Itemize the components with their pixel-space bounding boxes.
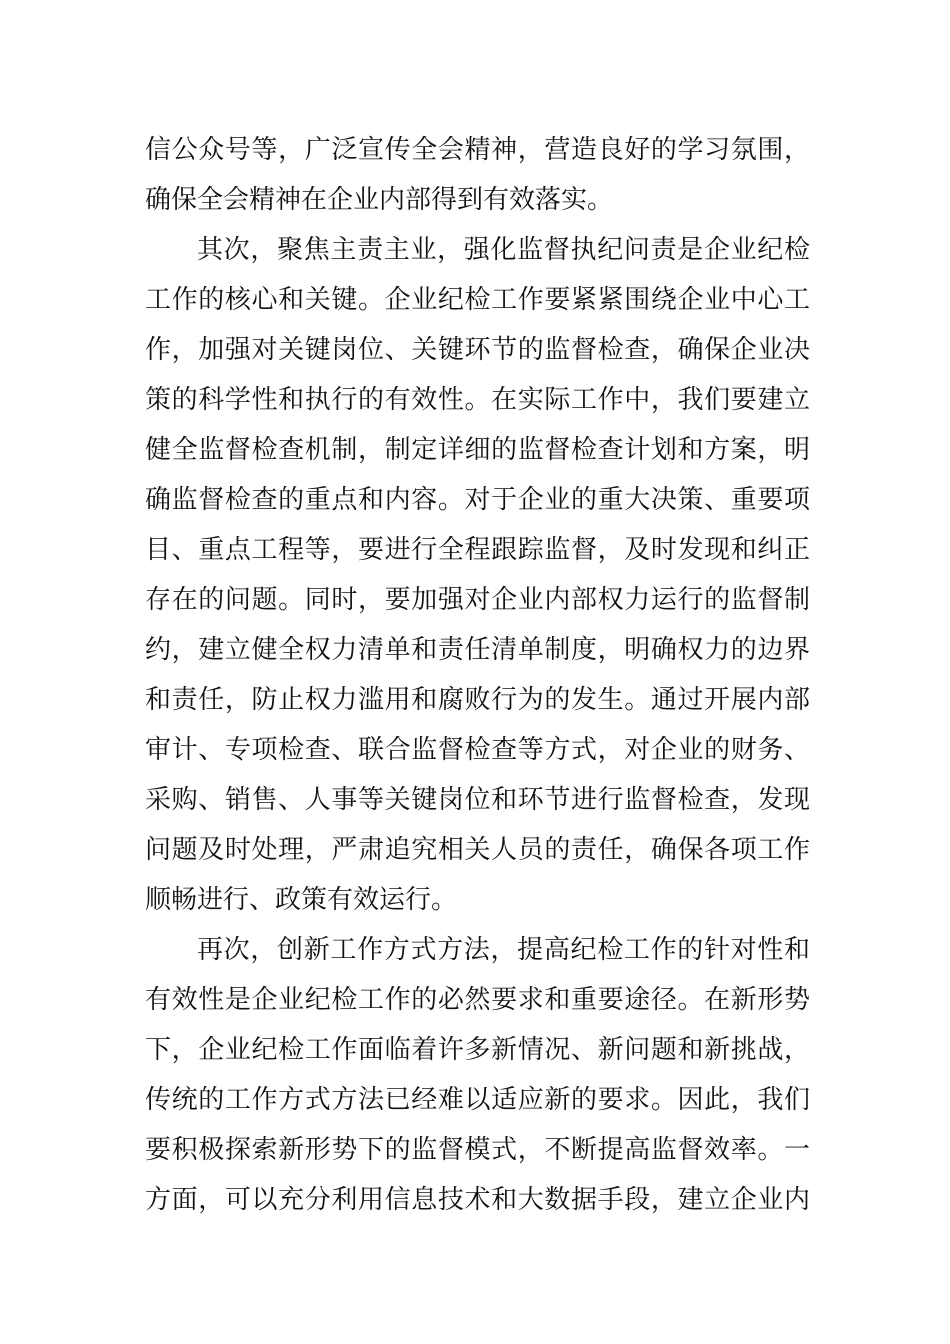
- text-line: 和责任，防止权力滥用和腐败行为的发生。通过开展内部: [145, 685, 810, 715]
- text-line: 存在的问题。同时，要加强对企业内部权力运行的监督制: [145, 585, 810, 615]
- text-line: 下，企业纪检工作面临着许多新情况、新问题和新挑战，: [145, 1035, 810, 1065]
- text-line: 健全监督检查机制，制定详细的监督检查计划和方案，明: [145, 435, 810, 465]
- text-line: 策的科学性和执行的有效性。在实际工作中，我们要建立: [145, 385, 810, 415]
- text-line: 要积极探索新形势下的监督模式，不断提高监督效率。一: [145, 1135, 810, 1165]
- text-line: 问题及时处理，严肃追究相关人员的责任，确保各项工作: [145, 835, 810, 865]
- text-line: 审计、专项检查、联合监督检查等方式，对企业的财务、: [145, 735, 810, 765]
- text-line: 其次，聚焦主责主业，强化监督执纪问责是企业纪检: [197, 235, 810, 265]
- document-body: [145, 125, 810, 1225]
- text-line: 目、重点工程等，要进行全程跟踪监督，及时发现和纠正: [145, 535, 810, 565]
- text-line: 再次，创新工作方式方法，提高纪检工作的针对性和: [197, 935, 810, 965]
- text-line: 采购、销售、人事等关键岗位和环节进行监督检查，发现: [145, 785, 810, 815]
- text-line: 信公众号等，广泛宣传全会精神，营造良好的学习氛围，: [145, 135, 810, 165]
- text-line: 工作的核心和关键。企业纪检工作要紧紧围绕企业中心工: [145, 285, 810, 315]
- text-line: 有效性是企业纪检工作的必然要求和重要途径。在新形势: [145, 985, 810, 1015]
- text-line: 顺畅进行、政策有效运行。: [145, 885, 458, 915]
- text-line: 确监督检查的重点和内容。对于企业的重大决策、重要项: [145, 485, 810, 515]
- text-line: 方面，可以充分利用信息技术和大数据手段，建立企业内: [145, 1185, 810, 1215]
- text-line: 确保全会精神在企业内部得到有效落实。: [145, 185, 614, 215]
- text-line: 约，建立健全权力清单和责任清单制度，明确权力的边界: [145, 635, 810, 665]
- text-line: 传统的工作方式方法已经难以适应新的要求。因此，我们: [145, 1085, 810, 1115]
- text-line: 作，加强对关键岗位、关键环节的监督检查，确保企业决: [145, 335, 810, 365]
